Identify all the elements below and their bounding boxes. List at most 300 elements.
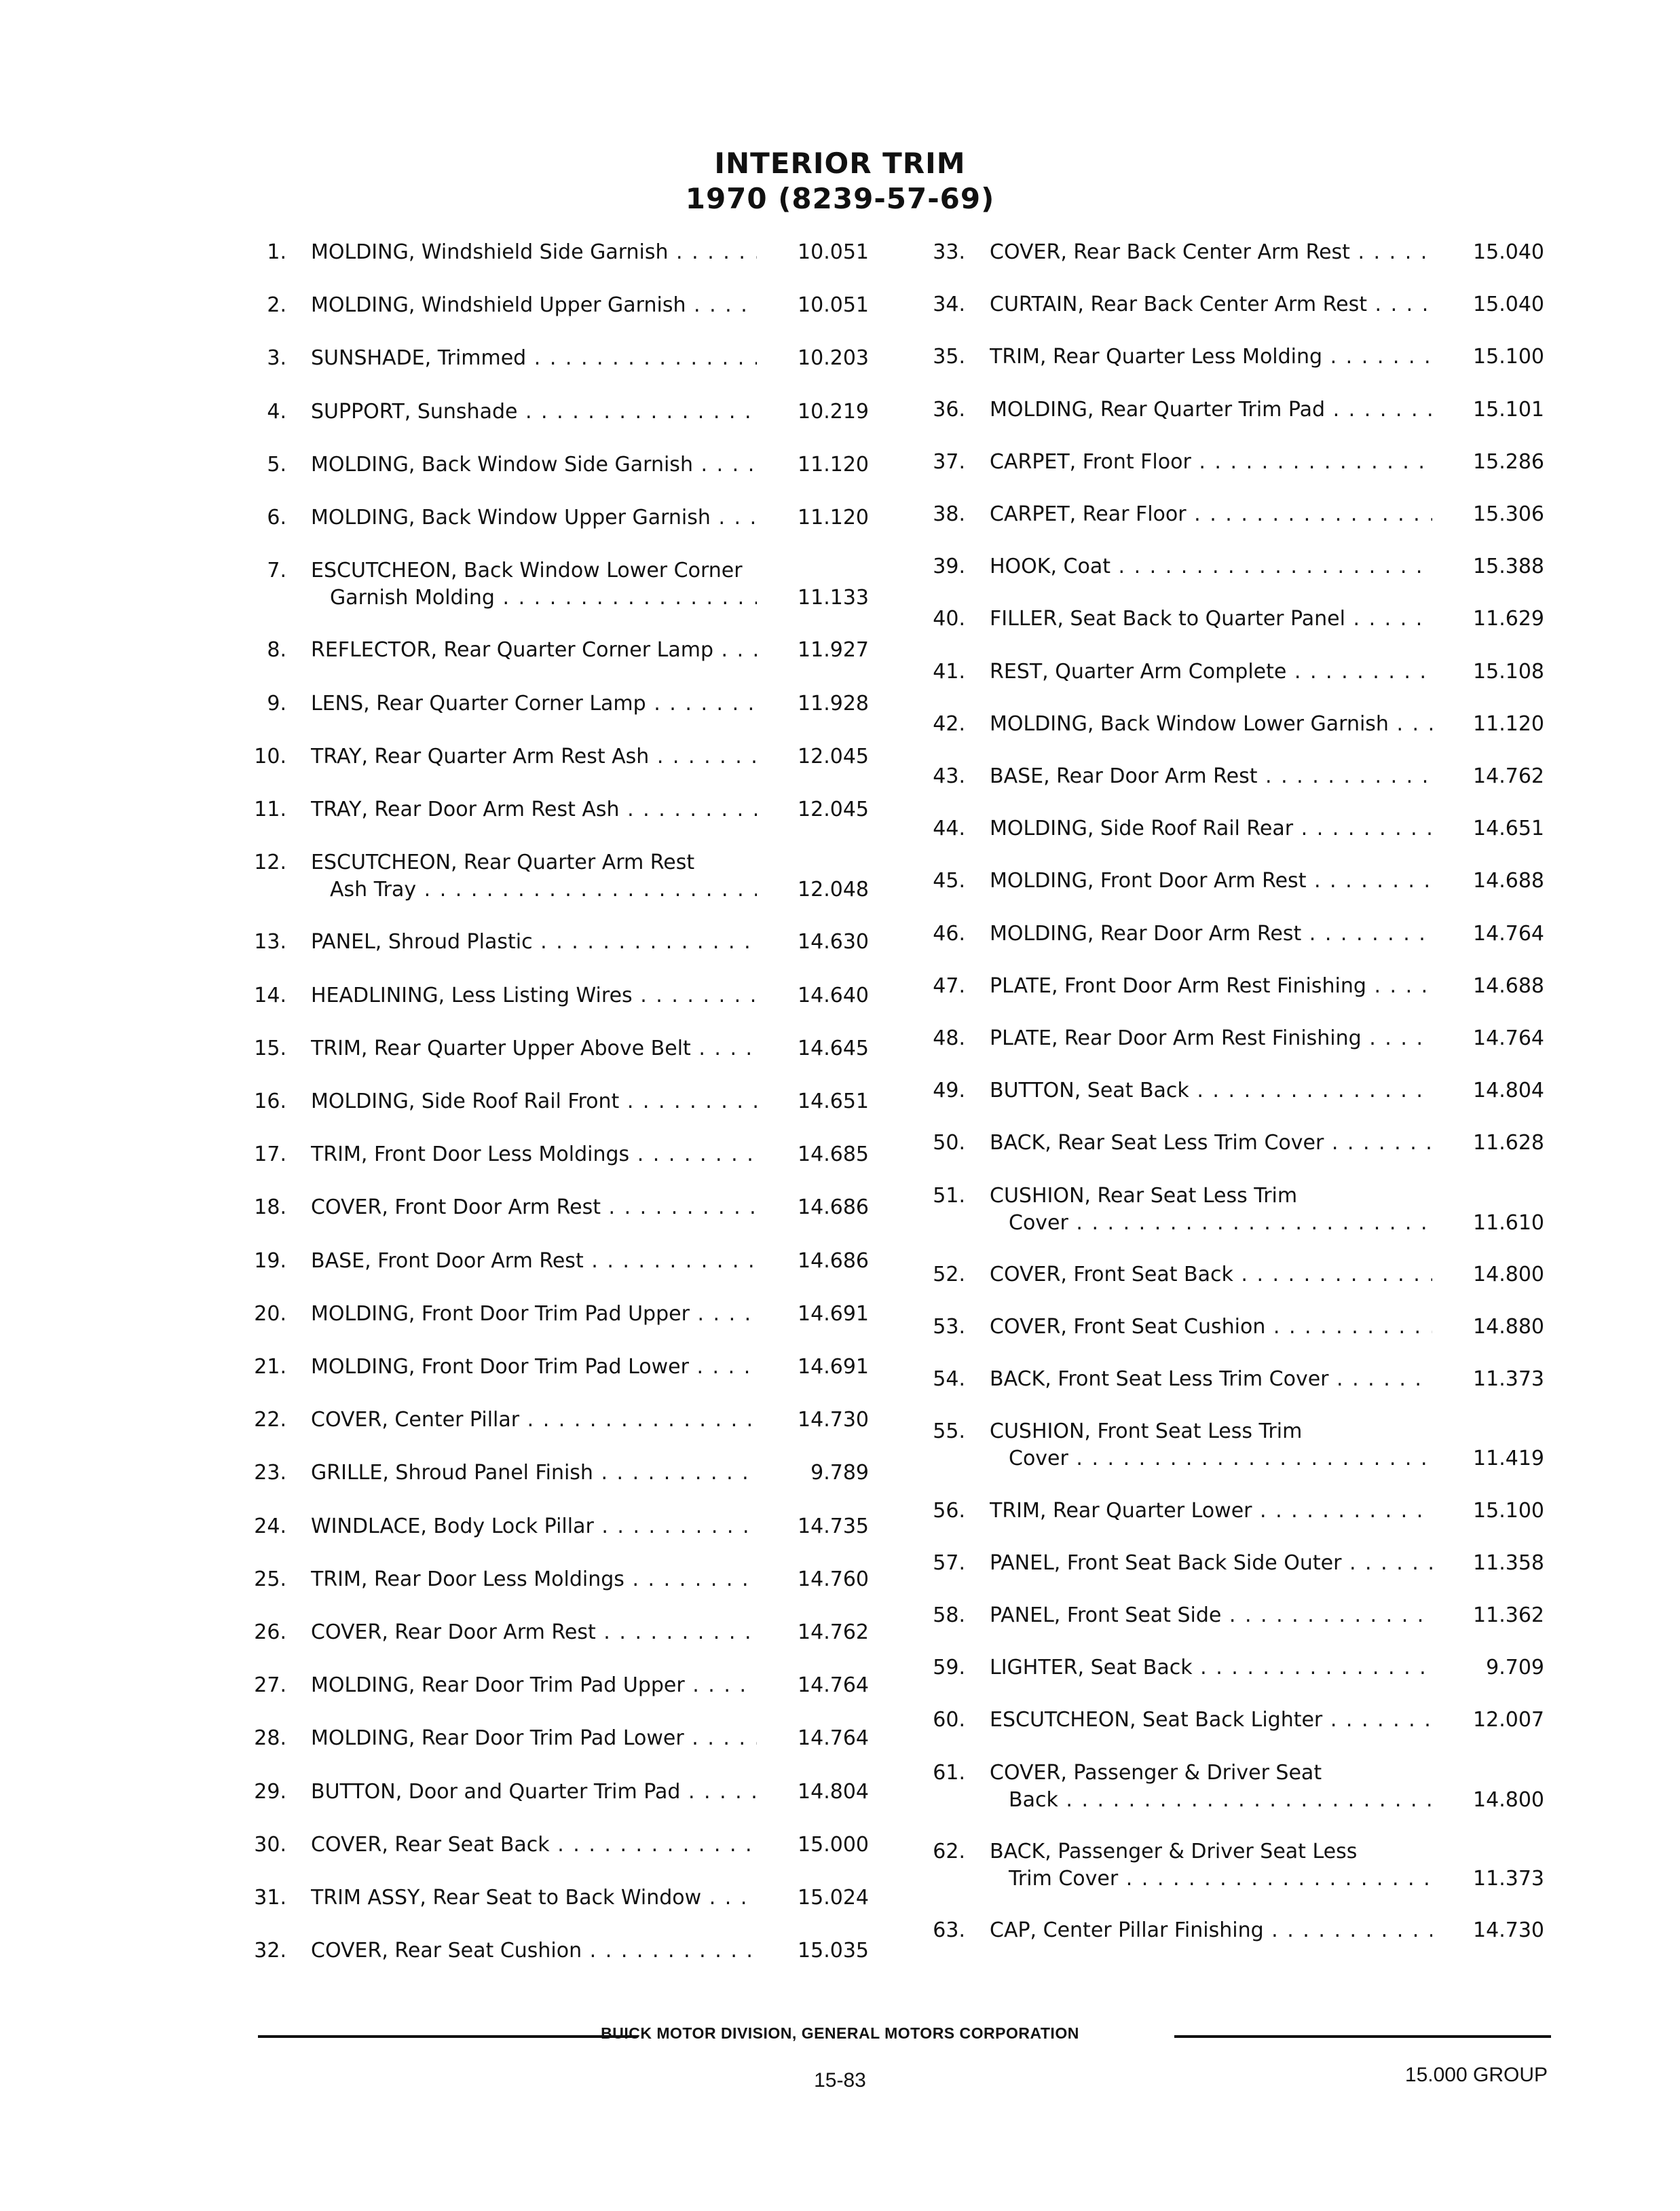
right-part-entry xyxy=(910,658,1544,686)
item-description-line: SUPPORT, Sunshade . . . xyxy=(311,398,757,426)
item-description xyxy=(990,1838,1432,1893)
item-number: 20. xyxy=(254,1301,286,1326)
right-part-entry xyxy=(910,711,1544,738)
item-part-group: 14.688 xyxy=(1473,973,1544,998)
item-description-line: COVER, Center Pillar . . . xyxy=(311,1407,757,1434)
item-description xyxy=(990,1654,1432,1682)
item-number: 19. xyxy=(254,1248,286,1273)
right-part-entry xyxy=(910,606,1544,633)
item-description xyxy=(311,557,757,612)
item-description xyxy=(311,1937,757,1965)
left-part-entry xyxy=(231,982,869,1009)
item-description-line: PLATE, Rear Door Arm Rest Finishing . . . xyxy=(990,1025,1432,1052)
item-part-group: 9.789 xyxy=(810,1461,869,1485)
item-description-line: BASE, Rear Door Arm Rest . . . xyxy=(990,763,1432,790)
item-part-group: 15.035 xyxy=(798,1939,869,1963)
left-part-entry xyxy=(231,849,869,904)
item-part-group: 12.045 xyxy=(798,744,869,768)
right-part-entry xyxy=(910,1550,1544,1577)
item-part-group: 10.203 xyxy=(798,346,869,371)
left-part-entry xyxy=(231,690,869,718)
item-part-group: 12.007 xyxy=(1473,1708,1544,1732)
item-description-line: MOLDING, Rear Door Trim Pad Upper . . . xyxy=(311,1672,757,1699)
item-part-group: 15.306 xyxy=(1473,502,1544,526)
item-number: 6. xyxy=(267,506,286,529)
item-part-group: 14.804 xyxy=(1473,1079,1544,1103)
right-part-entry xyxy=(910,1602,1544,1629)
item-part-group: 15.040 xyxy=(1473,293,1544,317)
item-number: 60. xyxy=(933,1708,965,1732)
page-subtitle: 1970 (8239-57-69) xyxy=(685,182,995,215)
right-part-entry xyxy=(910,239,1544,266)
item-description xyxy=(311,1832,757,1859)
item-description-line: PANEL, Shroud Plastic . . . xyxy=(311,929,757,956)
item-number: 61. xyxy=(933,1760,965,1785)
left-part-entry xyxy=(231,1035,869,1062)
item-description xyxy=(990,1602,1432,1629)
item-number: 29. xyxy=(254,1779,286,1804)
item-number: 1. xyxy=(267,240,286,264)
left-part-entry xyxy=(231,1407,869,1434)
left-part-entry xyxy=(231,1566,869,1593)
item-number: 39. xyxy=(933,555,965,579)
item-part-group: 14.691 xyxy=(798,1355,869,1379)
item-description-line: COVER, Rear Seat Back . . . xyxy=(311,1832,757,1859)
item-description-line: MOLDING, Back Window Side Garnish . . . xyxy=(311,451,757,479)
right-part-entry xyxy=(910,815,1544,842)
item-part-group: 11.120 xyxy=(798,452,869,477)
right-part-entry xyxy=(910,973,1544,1000)
right-part-entry xyxy=(910,1707,1544,1734)
item-number: 27. xyxy=(254,1673,286,1698)
item-number: 32. xyxy=(254,1939,286,1963)
item-description xyxy=(990,868,1432,895)
item-part-group: 14.651 xyxy=(798,1090,869,1113)
left-part-entry xyxy=(231,1672,869,1699)
item-description-line: TRIM, Rear Door Less Moldings . . . xyxy=(311,1566,757,1593)
left-part-entry xyxy=(231,1354,869,1381)
item-description-line: ESCUTCHEON, Back Window Lower Corner xyxy=(311,559,743,583)
item-number: 33. xyxy=(933,240,965,264)
item-description xyxy=(990,658,1432,686)
item-description xyxy=(311,1779,757,1806)
item-part-group: 14.730 xyxy=(1473,1918,1544,1942)
item-part-group: 15.024 xyxy=(798,1886,869,1910)
item-description xyxy=(311,1248,757,1275)
item-number: 47. xyxy=(933,973,965,998)
left-part-entry xyxy=(231,1141,869,1168)
item-description xyxy=(990,1917,1432,1944)
item-part-group: 15.286 xyxy=(1473,449,1544,474)
item-description xyxy=(990,501,1432,528)
item-description xyxy=(990,239,1432,266)
item-part-group: 11.120 xyxy=(798,506,869,529)
item-part-group: 11.358 xyxy=(1473,1550,1544,1575)
item-description xyxy=(311,1884,757,1912)
item-description-line: MOLDING, Back Window Upper Garnish . . . xyxy=(311,504,757,532)
page-number: 15-83 xyxy=(814,2069,866,2092)
item-number: 12. xyxy=(254,851,286,875)
item-number: 62. xyxy=(933,1839,965,1863)
item-description xyxy=(990,1550,1432,1577)
item-description-line: COVER, Passenger & Driver Seat xyxy=(990,1760,1322,1785)
item-number: 56. xyxy=(933,1498,965,1523)
left-part-entry xyxy=(231,929,869,956)
item-number: 63. xyxy=(933,1918,965,1942)
item-description-line: PLATE, Front Door Arm Rest Finishing . . . xyxy=(990,973,1432,1000)
item-part-group: 10.219 xyxy=(798,399,869,424)
item-number: 50. xyxy=(933,1131,965,1155)
item-number: 45. xyxy=(933,869,965,893)
item-part-group: 10.051 xyxy=(798,240,869,264)
item-description-line: LENS, Rear Quarter Corner Lamp . . . xyxy=(311,690,757,718)
item-description-line: HEADLINING, Less Listing Wires . . . xyxy=(311,982,757,1009)
item-number: 21. xyxy=(254,1355,286,1379)
item-number: 40. xyxy=(933,607,965,631)
item-number: 3. xyxy=(267,346,286,371)
item-part-group: 14.640 xyxy=(798,983,869,1007)
item-number: 30. xyxy=(254,1832,286,1857)
item-number: 18. xyxy=(254,1195,286,1220)
right-part-entry xyxy=(910,291,1544,318)
item-part-group: 14.730 xyxy=(798,1408,869,1432)
item-description xyxy=(311,1301,757,1328)
item-description xyxy=(311,690,757,718)
item-part-group: 11.133 xyxy=(798,586,869,610)
item-description-line: Cover . . . xyxy=(990,1210,1432,1237)
item-number: 57. xyxy=(933,1550,965,1575)
item-part-group: 14.645 xyxy=(798,1036,869,1060)
item-description-line: Garnish Molding . . . xyxy=(311,584,757,612)
item-description xyxy=(990,1183,1432,1237)
item-description xyxy=(311,504,757,532)
item-description xyxy=(990,711,1432,738)
item-number: 23. xyxy=(254,1461,286,1485)
left-part-entry xyxy=(231,637,869,664)
item-description xyxy=(990,973,1432,1000)
left-part-entry xyxy=(231,504,869,532)
item-number: 38. xyxy=(933,502,965,526)
left-part-entry xyxy=(231,1248,869,1275)
item-part-group: 11.927 xyxy=(798,638,869,663)
item-number: 48. xyxy=(933,1026,965,1050)
item-description-line: TRAY, Rear Quarter Arm Rest Ash . . . xyxy=(311,743,757,770)
item-description-line: GRILLE, Shroud Panel Finish . . . xyxy=(311,1460,757,1487)
item-description-line: ESCUTCHEON, Rear Quarter Arm Rest xyxy=(311,851,695,875)
item-description xyxy=(990,1707,1432,1734)
item-number: 53. xyxy=(933,1315,965,1339)
left-part-entry xyxy=(231,1088,869,1115)
item-description-line: MOLDING, Front Door Arm Rest . . . xyxy=(990,868,1432,895)
item-number: 24. xyxy=(254,1514,286,1538)
item-description xyxy=(990,553,1432,580)
item-description-line: CUSHION, Rear Seat Less Trim xyxy=(990,1183,1298,1208)
left-part-entry xyxy=(231,1460,869,1487)
item-description xyxy=(311,982,757,1009)
item-part-group: 14.691 xyxy=(798,1301,869,1326)
item-number: 34. xyxy=(933,293,965,317)
item-part-group: 11.629 xyxy=(1473,607,1544,631)
item-number: 9. xyxy=(267,691,286,716)
item-description-line: WINDLACE, Body Lock Pillar . . . xyxy=(311,1513,757,1540)
item-part-group: 14.764 xyxy=(1473,921,1544,946)
item-description-line: COVER, Front Seat Back . . . xyxy=(990,1261,1432,1288)
left-part-entry xyxy=(231,398,869,426)
item-description xyxy=(990,449,1432,476)
page-title: INTERIOR TRIM xyxy=(714,147,966,180)
item-part-group: 12.048 xyxy=(798,878,869,902)
item-part-group: 14.685 xyxy=(798,1142,869,1167)
item-description xyxy=(311,637,757,664)
item-description-line: MOLDING, Windshield Side Garnish . . . xyxy=(311,239,757,266)
right-part-entry xyxy=(910,343,1544,371)
footer-division: BUICK MOTOR DIVISION, GENERAL MOTORS CORPORATION xyxy=(601,2024,1079,2042)
item-description-line: SUNSHADE, Trimmed . . . xyxy=(311,345,757,372)
item-part-group: 14.762 xyxy=(798,1620,869,1644)
left-part-entry xyxy=(231,743,869,770)
item-description xyxy=(311,451,757,479)
item-part-group: 15.101 xyxy=(1473,397,1544,422)
item-description xyxy=(990,1025,1432,1052)
item-description xyxy=(311,1672,757,1699)
item-number: 46. xyxy=(933,921,965,946)
item-part-group: 11.610 xyxy=(1473,1210,1544,1235)
left-part-entry xyxy=(231,1937,869,1965)
item-part-group: 11.120 xyxy=(1473,711,1544,736)
item-part-group: 15.100 xyxy=(1473,345,1544,369)
item-description xyxy=(311,1088,757,1115)
item-description-line: CAP, Center Pillar Finishing . . . xyxy=(990,1917,1432,1944)
item-description xyxy=(311,929,757,956)
item-description xyxy=(311,1619,757,1646)
item-description-line: FILLER, Seat Back to Quarter Panel . . . xyxy=(990,606,1432,633)
item-number: 5. xyxy=(267,452,286,477)
item-description-line: MOLDING, Rear Quarter Trim Pad . . . xyxy=(990,396,1432,424)
item-part-group: 14.880 xyxy=(1473,1315,1544,1339)
item-description xyxy=(311,1194,757,1221)
left-part-entry xyxy=(231,557,869,612)
item-description xyxy=(990,1077,1432,1104)
item-description-line: TRIM, Rear Quarter Upper Above Belt . . . xyxy=(311,1035,757,1062)
item-description-line: MOLDING, Back Window Lower Garnish . . . xyxy=(990,711,1432,738)
left-part-entry xyxy=(231,1301,869,1328)
item-description-line: CARPET, Rear Floor . . . xyxy=(990,501,1432,528)
item-description xyxy=(311,1035,757,1062)
item-number: 51. xyxy=(933,1183,965,1208)
item-part-group: 14.762 xyxy=(1473,764,1544,788)
item-number: 13. xyxy=(254,930,286,954)
left-part-entry xyxy=(231,1513,869,1540)
item-description-line: MOLDING, Windshield Upper Garnish . . . xyxy=(311,292,757,319)
item-number: 4. xyxy=(267,399,286,424)
item-description xyxy=(990,921,1432,948)
left-part-entry xyxy=(231,796,869,823)
item-part-group: 12.045 xyxy=(798,798,869,821)
item-description-line: CARPET, Front Floor . . . xyxy=(990,449,1432,476)
right-part-entry xyxy=(910,1366,1544,1393)
item-description xyxy=(311,849,757,904)
item-description xyxy=(311,345,757,372)
left-part-entry xyxy=(231,451,869,479)
item-number: 49. xyxy=(933,1079,965,1103)
left-part-entry xyxy=(231,1779,869,1806)
right-part-entry xyxy=(910,1760,1544,1814)
item-number: 44. xyxy=(933,817,965,841)
left-part-entry xyxy=(231,1725,869,1752)
item-description-line: MOLDING, Front Door Trim Pad Lower . . . xyxy=(311,1354,757,1381)
item-description-line: ESCUTCHEON, Seat Back Lighter . . . xyxy=(990,1707,1432,1734)
item-description-line: TRIM, Front Door Less Moldings . . . xyxy=(311,1141,757,1168)
right-part-entry xyxy=(910,396,1544,424)
item-description xyxy=(311,398,757,426)
item-description-line: MOLDING, Rear Door Arm Rest . . . xyxy=(990,921,1432,948)
item-part-group: 15.000 xyxy=(798,1832,869,1857)
left-part-entry xyxy=(231,292,869,319)
item-description xyxy=(990,1418,1432,1472)
item-number: 55. xyxy=(933,1419,965,1444)
item-number: 11. xyxy=(254,798,286,821)
item-number: 41. xyxy=(933,659,965,684)
item-number: 14. xyxy=(254,983,286,1007)
item-part-group: 11.628 xyxy=(1473,1131,1544,1155)
item-description-line: LIGHTER, Seat Back . . . xyxy=(990,1654,1432,1682)
item-number: 8. xyxy=(267,638,286,663)
item-description-line: PANEL, Front Seat Side . . . xyxy=(990,1602,1432,1629)
item-description-line: MOLDING, Side Roof Rail Rear . . . xyxy=(990,815,1432,842)
right-part-entry xyxy=(910,1917,1544,1944)
item-description-line: MOLDING, Front Door Trim Pad Upper . . . xyxy=(311,1301,757,1328)
item-description xyxy=(311,1566,757,1593)
left-part-entry xyxy=(231,1619,869,1646)
item-description-line: BUTTON, Door and Quarter Trim Pad . . . xyxy=(311,1779,757,1806)
item-number: 59. xyxy=(933,1656,965,1680)
item-description-line: COVER, Front Seat Cushion . . . xyxy=(990,1314,1432,1341)
item-number: 25. xyxy=(254,1567,286,1591)
item-description-line: Trim Cover . . . xyxy=(990,1865,1432,1893)
item-number: 37. xyxy=(933,449,965,474)
item-description xyxy=(990,1498,1432,1525)
item-description xyxy=(311,239,757,266)
right-part-entry xyxy=(910,868,1544,895)
item-number: 52. xyxy=(933,1262,965,1286)
item-part-group: 11.419 xyxy=(1473,1447,1544,1471)
item-description-line: REST, Quarter Arm Complete . . . xyxy=(990,658,1432,686)
item-description-line: TRIM, Rear Quarter Lower . . . xyxy=(990,1498,1432,1525)
item-description-line: COVER, Rear Back Center Arm Rest . . . xyxy=(990,239,1432,266)
item-number: 28. xyxy=(254,1726,286,1751)
group-label: 15.000 GROUP xyxy=(1404,2064,1548,2086)
right-part-entry xyxy=(910,1130,1544,1157)
item-description-line: TRAY, Rear Door Arm Rest Ash . . . xyxy=(311,796,757,823)
item-description xyxy=(311,1354,757,1381)
item-description xyxy=(990,1261,1432,1288)
item-number: 17. xyxy=(254,1142,286,1167)
item-part-group: 11.362 xyxy=(1473,1603,1544,1627)
item-part-group: 14.800 xyxy=(1473,1787,1544,1812)
item-part-group: 14.760 xyxy=(798,1567,869,1591)
right-part-entry xyxy=(910,1838,1544,1893)
item-part-group: 11.928 xyxy=(798,691,869,716)
item-part-group: 14.688 xyxy=(1473,869,1544,893)
item-description xyxy=(311,796,757,823)
item-description-line: BASE, Front Door Arm Rest . . . xyxy=(311,1248,757,1275)
item-description-line: TRIM, Rear Quarter Less Molding . . . xyxy=(990,343,1432,371)
right-part-entry xyxy=(910,1418,1544,1472)
item-number: 10. xyxy=(254,744,286,768)
left-part-entry xyxy=(231,1832,869,1859)
item-description-line: CURTAIN, Rear Back Center Arm Rest . . . xyxy=(990,291,1432,318)
item-description xyxy=(990,343,1432,371)
item-number: 36. xyxy=(933,397,965,422)
right-part-entry xyxy=(910,449,1544,476)
item-description xyxy=(990,291,1432,318)
item-description xyxy=(311,1513,757,1540)
right-part-entry xyxy=(910,1314,1544,1341)
item-number: 35. xyxy=(933,345,965,369)
right-part-entry xyxy=(910,1654,1544,1682)
right-part-entry xyxy=(910,1183,1544,1237)
item-part-group: 14.651 xyxy=(1473,817,1544,841)
item-number: 15. xyxy=(254,1036,286,1060)
item-part-group: 14.764 xyxy=(798,1726,869,1751)
item-part-group: 14.800 xyxy=(1473,1262,1544,1286)
item-description xyxy=(990,396,1432,424)
item-description-line: Ash Tray . . . xyxy=(311,876,757,904)
item-description xyxy=(990,763,1432,790)
item-part-group: 14.764 xyxy=(798,1673,869,1698)
item-number: 2. xyxy=(267,293,286,318)
right-part-entry xyxy=(910,553,1544,580)
item-part-group: 10.051 xyxy=(798,293,869,318)
item-number: 54. xyxy=(933,1367,965,1392)
item-number: 16. xyxy=(254,1090,286,1113)
item-part-group: 14.804 xyxy=(798,1779,869,1804)
item-description-line: BACK, Front Seat Less Trim Cover . . . xyxy=(990,1366,1432,1393)
item-description xyxy=(311,743,757,770)
item-part-group: 9.709 xyxy=(1486,1656,1544,1680)
item-description-line: TRIM ASSY, Rear Seat to Back Window . . . xyxy=(311,1884,757,1912)
item-description xyxy=(990,1130,1432,1157)
item-number: 26. xyxy=(254,1620,286,1644)
right-part-entry xyxy=(910,763,1544,790)
item-part-group: 14.686 xyxy=(798,1248,869,1273)
item-number: 31. xyxy=(254,1886,286,1910)
item-description-line: HOOK, Coat . . . xyxy=(990,553,1432,580)
item-description-line: Cover . . . xyxy=(990,1445,1432,1472)
right-part-entry xyxy=(910,1498,1544,1525)
right-part-entry xyxy=(910,1077,1544,1104)
left-part-entry xyxy=(231,1194,869,1221)
item-description-line: MOLDING, Rear Door Trim Pad Lower . . . xyxy=(311,1725,757,1752)
right-part-entry xyxy=(910,501,1544,528)
item-part-group: 14.764 xyxy=(1473,1026,1544,1050)
left-part-entry xyxy=(231,239,869,266)
item-part-group: 14.735 xyxy=(798,1514,869,1538)
item-description xyxy=(311,1407,757,1434)
right-part-entry xyxy=(910,1025,1544,1052)
item-part-group: 15.108 xyxy=(1473,659,1544,684)
item-number: 22. xyxy=(254,1408,286,1432)
item-description-line: CUSHION, Front Seat Less Trim xyxy=(990,1419,1303,1444)
left-part-entry xyxy=(231,345,869,372)
item-description xyxy=(311,1460,757,1487)
item-description-line: BACK, Rear Seat Less Trim Cover . . . xyxy=(990,1130,1432,1157)
item-description-line: COVER, Front Door Arm Rest . . . xyxy=(311,1194,757,1221)
item-description xyxy=(990,1760,1432,1814)
item-part-group: 11.373 xyxy=(1473,1367,1544,1392)
item-number: 43. xyxy=(933,764,965,788)
item-description-line: MOLDING, Side Roof Rail Front . . . xyxy=(311,1088,757,1115)
